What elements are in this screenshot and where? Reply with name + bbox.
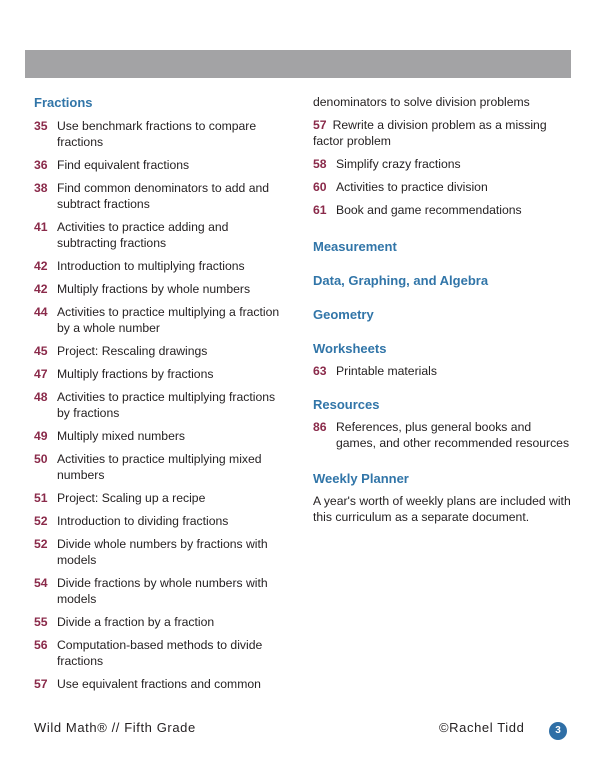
toc-entry: [313, 156, 573, 172]
page-number: 86: [313, 420, 327, 434]
page-number: 58: [313, 157, 327, 171]
toc-entry: [34, 366, 290, 382]
header-bar: [25, 50, 571, 78]
page-number: 36: [34, 158, 48, 172]
toc-entry: [34, 118, 290, 150]
page-number: 50: [34, 452, 48, 466]
page-number: 60: [313, 180, 327, 194]
toc-entry: [34, 219, 290, 251]
entry-text: Activities to practice multiplying fractions by fractions: [57, 390, 276, 420]
section-title-resources: Resources: [313, 397, 380, 412]
entry-text: Introduction to multiplying fractions: [57, 259, 245, 273]
toc-right-column: [313, 94, 573, 525]
toc-entry: [313, 419, 573, 451]
toc-entry: [34, 428, 290, 444]
entry-text: Activities to practice multiplying mixed numbers: [57, 452, 262, 482]
toc-left-column: [34, 94, 290, 692]
entry-text: Divide a fraction by a fraction: [57, 615, 215, 629]
entry-text: Rewrite a division problem as a missing factor problem: [313, 118, 547, 148]
toc-entry: [34, 389, 290, 421]
toc-entry: [34, 304, 290, 336]
entry-text: Book and game recommendations: [336, 203, 522, 217]
toc-entry: [34, 614, 290, 630]
toc-entry: [34, 637, 290, 669]
toc-entry: [34, 180, 290, 212]
toc-entry: [34, 575, 290, 607]
toc-entry: [34, 451, 290, 483]
page-number: 47: [34, 367, 48, 381]
entry-text: Find common denominators to add and subtract fractions: [57, 181, 270, 211]
toc-entry: [313, 363, 573, 379]
entry-text: Divide whole numbers by fractions with models: [57, 537, 268, 567]
section-title-geometry: Geometry: [313, 307, 374, 322]
entry-text: Divide fractions by whole numbers with models: [57, 576, 268, 606]
page-number: 54: [34, 576, 48, 590]
entry-text: Multiply mixed numbers: [57, 429, 186, 443]
page-number: 63: [313, 364, 327, 378]
entry-text: Activities to practice division: [336, 180, 488, 194]
entry-text: Introduction to dividing fractions: [57, 514, 229, 528]
entry-text: Computation-based methods to divide fractions: [57, 638, 263, 668]
page-number: 55: [34, 615, 48, 629]
toc-entry-continuation: denominators to solve division problems: [313, 95, 530, 109]
section-title-weekly-planner: Weekly Planner: [313, 471, 409, 486]
entry-text: Activities to practice multiplying a fraction by a whole number: [57, 305, 280, 335]
entry-text: Printable materials: [336, 364, 437, 378]
page-number: 52: [34, 514, 48, 528]
page-number: 41: [34, 220, 48, 234]
toc-entry: [34, 281, 290, 297]
section-title-data-graphing-algebra: Data, Graphing, and Algebra: [313, 273, 489, 288]
page-number: 42: [34, 282, 48, 296]
entry-text: Project: Scaling up a recipe: [57, 491, 206, 505]
page-number: 48: [34, 390, 48, 404]
toc-entry: [34, 513, 290, 529]
page-number: 44: [34, 305, 48, 319]
page-number-badge: 3: [549, 722, 567, 740]
page-number: 52: [34, 537, 48, 551]
toc-entry: [34, 157, 290, 173]
entry-text: References, plus general books and games, and other recommended resources: [336, 420, 570, 450]
footer-book-title: Wild Math® // Fifth Grade: [34, 720, 196, 735]
toc-entry: [34, 343, 290, 359]
entry-text: Find equivalent fractions: [57, 158, 190, 172]
page-number: 42: [34, 259, 48, 273]
entry-text: Project: Rescaling drawings: [57, 344, 208, 358]
page-number: 61: [313, 203, 327, 217]
section-title-fractions: Fractions: [34, 95, 93, 110]
entry-text: Multiply fractions by whole numbers: [57, 282, 251, 296]
weekly-planner-description: A year's worth of weekly plans are included with this curriculum as a separate document.: [313, 494, 571, 524]
page-number: 57: [313, 118, 327, 132]
toc-entry: [34, 258, 290, 274]
entry-text: Multiply fractions by fractions: [57, 367, 214, 381]
toc-entry: [313, 179, 573, 195]
toc-entry: [313, 117, 573, 149]
section-title-worksheets: Worksheets: [313, 341, 387, 356]
entry-text: Use equivalent fractions and common: [57, 677, 261, 691]
page-number: 49: [34, 429, 48, 443]
entry-text: Use benchmark fractions to compare fractions: [57, 119, 257, 149]
entry-text: Simplify crazy fractions: [336, 157, 461, 171]
toc-entry: [313, 202, 573, 218]
toc-entry: [34, 490, 290, 506]
section-title-measurement: Measurement: [313, 239, 397, 254]
page-number: 57: [34, 677, 48, 691]
toc-entry: [34, 536, 290, 568]
page-number: 35: [34, 119, 48, 133]
page-number: 51: [34, 491, 48, 505]
page-number: 56: [34, 638, 48, 652]
toc-entry: [34, 676, 290, 692]
footer-author: ©Rachel Tidd: [439, 720, 525, 735]
entry-text: Activities to practice adding and subtracting fractions: [57, 220, 229, 250]
page-number: 38: [34, 181, 48, 195]
page-number: 45: [34, 344, 48, 358]
